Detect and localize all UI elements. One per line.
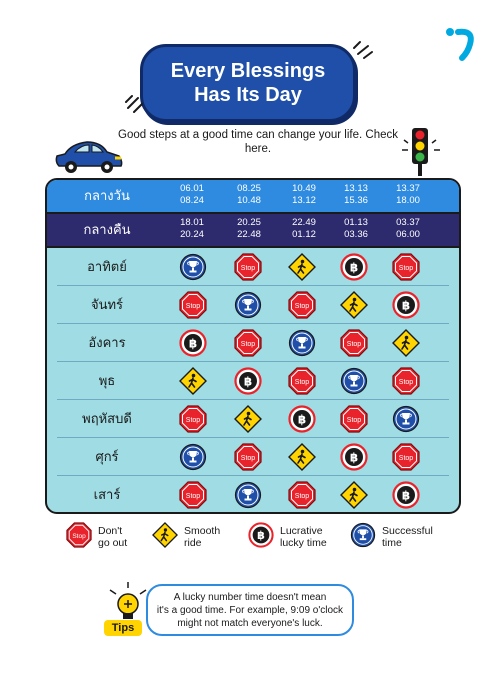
legend-item bbox=[350, 520, 433, 554]
svg-text:Stop: Stop bbox=[398, 455, 414, 462]
day-name: พุธ bbox=[98, 373, 116, 388]
brand-logo-icon bbox=[440, 22, 480, 62]
title-line-1: Every Blessings bbox=[170, 60, 326, 82]
night-time-slot: 03.37 06.00 bbox=[396, 217, 420, 240]
lucky-time-table bbox=[45, 178, 461, 514]
trophy-sign-icon bbox=[350, 522, 376, 553]
night-time-slot: 22.49 01.12 bbox=[292, 217, 316, 240]
baht-sign-icon bbox=[392, 291, 420, 319]
trophy-sign-icon bbox=[179, 253, 207, 281]
baht-sign-icon bbox=[179, 329, 207, 357]
stop-sign-icon bbox=[288, 291, 316, 319]
stop-sign-icon bbox=[234, 253, 262, 281]
pedestrian-sign-icon bbox=[234, 405, 262, 433]
pedestrian-sign-icon bbox=[152, 522, 178, 553]
svg-text:฿: ฿ bbox=[243, 374, 253, 389]
day-row bbox=[47, 324, 459, 362]
svg-text:Stop: Stop bbox=[398, 265, 414, 272]
day-time-row bbox=[47, 180, 459, 214]
tips-box bbox=[146, 584, 354, 636]
svg-text:฿: ฿ bbox=[257, 528, 265, 542]
tips-line: might not match everyone's luck. bbox=[177, 617, 323, 629]
pedestrian-sign-icon bbox=[392, 329, 420, 357]
svg-text:Stop: Stop bbox=[398, 379, 414, 386]
sparkle-lines-icon bbox=[350, 38, 374, 62]
svg-text:Stop: Stop bbox=[185, 303, 201, 310]
tips-line: it's a good time. For example, 9:09 o'clock bbox=[156, 604, 344, 616]
stop-sign-icon bbox=[179, 405, 207, 433]
legend-item bbox=[66, 520, 127, 554]
night-label: กลางคืน bbox=[83, 222, 131, 237]
car-icon bbox=[55, 136, 125, 176]
stop-sign-icon bbox=[340, 405, 368, 433]
svg-text:฿: ฿ bbox=[349, 260, 359, 275]
baht-sign-icon bbox=[234, 367, 262, 395]
day-name: ศุกร์ bbox=[95, 449, 119, 464]
pedestrian-sign-icon bbox=[340, 481, 368, 509]
stop-sign-icon bbox=[288, 367, 316, 395]
day-time-slot: 08.25 10.48 bbox=[237, 183, 261, 206]
page-title bbox=[140, 44, 356, 122]
legend-label: Don't go out bbox=[98, 525, 128, 549]
svg-text:฿: ฿ bbox=[349, 450, 359, 465]
tips-line: A lucky number time doesn't mean bbox=[173, 591, 327, 603]
day-row bbox=[47, 438, 459, 476]
svg-text:Stop: Stop bbox=[185, 493, 201, 500]
svg-text:Stop: Stop bbox=[346, 341, 362, 348]
day-time-slot: 10.49 13.12 bbox=[292, 183, 316, 206]
legend-label: Successful time bbox=[382, 525, 433, 549]
svg-text:Stop: Stop bbox=[294, 379, 310, 386]
night-time-row bbox=[47, 214, 459, 248]
svg-text:฿: ฿ bbox=[401, 298, 411, 313]
svg-text:Stop: Stop bbox=[240, 455, 256, 462]
day-row bbox=[47, 400, 459, 438]
trophy-sign-icon bbox=[340, 367, 368, 395]
baht-sign-icon bbox=[340, 443, 368, 471]
day-row bbox=[47, 286, 459, 324]
night-time-slot: 01.13 03.36 bbox=[344, 217, 368, 240]
title-line-2: Has Its Day bbox=[194, 84, 302, 106]
legend-label: Lucrative lucky time bbox=[280, 525, 327, 549]
stop-sign-icon bbox=[66, 522, 92, 553]
pedestrian-sign-icon bbox=[288, 443, 316, 471]
stop-sign-icon bbox=[340, 329, 368, 357]
stop-sign-icon bbox=[179, 291, 207, 319]
svg-text:Stop: Stop bbox=[72, 532, 86, 540]
day-row bbox=[47, 362, 459, 400]
legend-item bbox=[152, 520, 220, 554]
svg-text:฿: ฿ bbox=[188, 336, 198, 351]
subtitle: Good steps at a good time can change your life. Check here. bbox=[118, 129, 398, 155]
day-name: อาทิตย์ bbox=[87, 259, 127, 274]
day-time-slot: 13.37 18.00 bbox=[396, 183, 420, 206]
stop-sign-icon bbox=[288, 481, 316, 509]
legend-item bbox=[248, 520, 327, 554]
trophy-sign-icon bbox=[392, 405, 420, 433]
pedestrian-sign-icon bbox=[179, 367, 207, 395]
day-name: เสาร์ bbox=[93, 487, 121, 502]
trophy-sign-icon bbox=[234, 481, 262, 509]
baht-sign-icon bbox=[288, 405, 316, 433]
night-time-slot: 20.25 22.48 bbox=[237, 217, 261, 240]
day-row bbox=[47, 248, 459, 286]
stop-sign-icon bbox=[234, 443, 262, 471]
svg-text:Stop: Stop bbox=[240, 265, 256, 272]
stop-sign-icon bbox=[392, 253, 420, 281]
svg-text:Stop: Stop bbox=[294, 493, 310, 500]
trophy-sign-icon bbox=[288, 329, 316, 357]
stop-sign-icon bbox=[179, 481, 207, 509]
trophy-sign-icon bbox=[179, 443, 207, 471]
tips-tag: Tips bbox=[104, 620, 142, 636]
svg-text:฿: ฿ bbox=[401, 488, 411, 503]
stop-sign-icon bbox=[234, 329, 262, 357]
traffic-light-icon bbox=[398, 126, 443, 176]
svg-text:Stop: Stop bbox=[346, 417, 362, 424]
day-name: จันทร์ bbox=[90, 297, 124, 312]
legend-label: Smooth ride bbox=[184, 525, 221, 549]
day-row bbox=[47, 476, 459, 514]
stop-sign-icon bbox=[392, 443, 420, 471]
trophy-sign-icon bbox=[234, 291, 262, 319]
sparkle-lines-icon bbox=[124, 92, 146, 114]
baht-sign-icon bbox=[392, 481, 420, 509]
night-time-slot: 18.01 20.24 bbox=[180, 217, 204, 240]
day-time-slot: 13.13 15.36 bbox=[344, 183, 368, 206]
baht-sign-icon bbox=[248, 522, 274, 553]
baht-sign-icon bbox=[340, 253, 368, 281]
pedestrian-sign-icon bbox=[288, 253, 316, 281]
day-label: กลางวัน bbox=[84, 188, 130, 203]
svg-text:฿: ฿ bbox=[297, 412, 307, 427]
stop-sign-icon bbox=[392, 367, 420, 395]
pedestrian-sign-icon bbox=[340, 291, 368, 319]
day-time-slot: 06.01 08.24 bbox=[180, 183, 204, 206]
svg-text:Stop: Stop bbox=[294, 303, 310, 310]
day-name: พฤหัสบดี bbox=[82, 411, 132, 426]
day-name: อังคาร bbox=[88, 335, 126, 350]
svg-text:Stop: Stop bbox=[185, 417, 201, 424]
svg-text:Stop: Stop bbox=[240, 341, 256, 348]
